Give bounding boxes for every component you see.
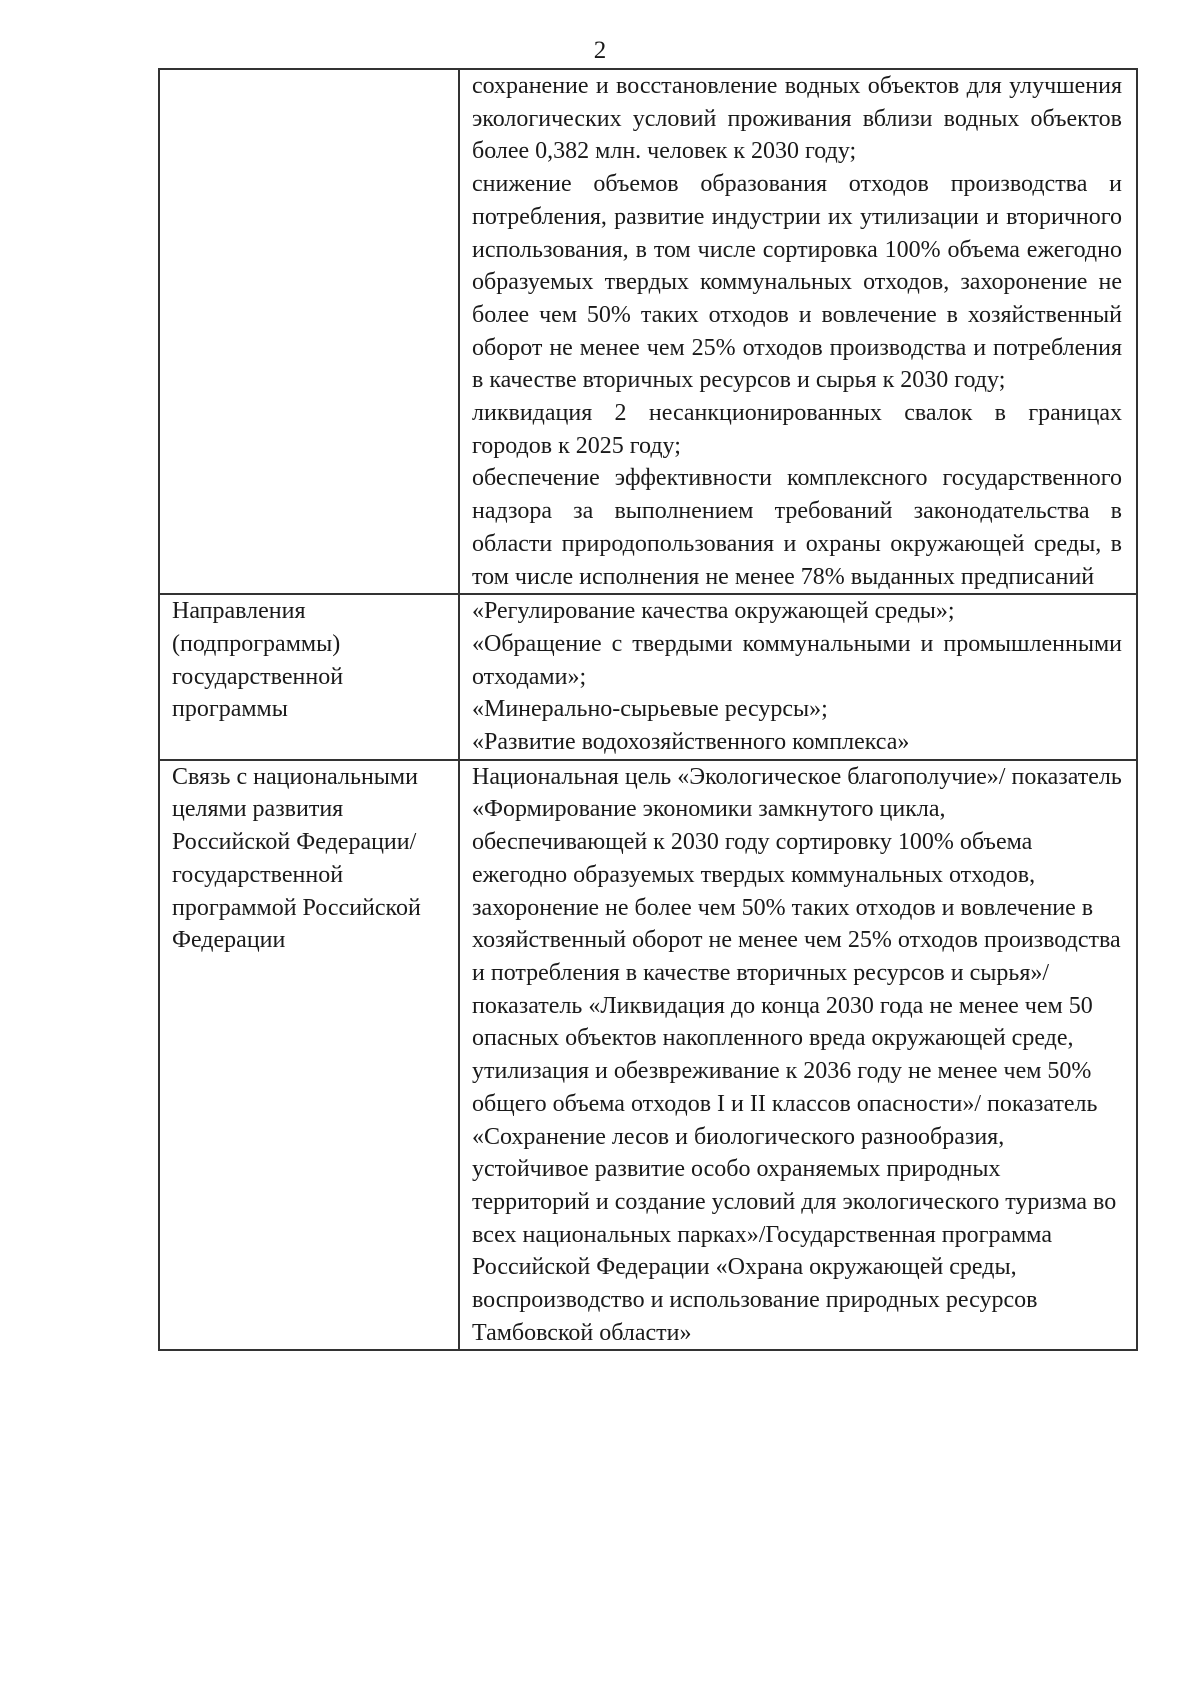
table-row-goals (159, 69, 1137, 594)
row-label: Связь с национальными целями развития Российской Федерации/ государственной программой Российской Федерации (172, 763, 421, 954)
subprogram-item: «Развитие водохозяйственного комплекса» (472, 729, 910, 756)
goal-item: ликвидация 2 несанкционированных свалок в границах городов к 2025 году; (472, 400, 1122, 459)
row-label-empty (159, 69, 459, 594)
national-goals-content (459, 760, 1137, 1351)
goal-item: снижение объемов образования отходов производства и потребления, развитие индустрии их утилизации и вторичного использования, в том числе сортировка 100% объема ежегодно образуемых твердых коммунальных отходов, захоронение не более чем 50% таких отходов и вовлечение в хозяйственный оборот не менее чем 25% отходов производства и потребления в качестве вторичных ресурсов и сырья к 2030 году; (472, 171, 1122, 394)
goal-item: обеспечение эффективности комплексного государственного надзора за выполнением требований законодательства в области природопользования и охраны окружающей среды, в том числе исполнения не менее 78% выданных предписаний (472, 465, 1122, 590)
subprogram-item: «Минерально-сырьевые ресурсы»; (472, 696, 828, 723)
national-goals-text: Национальная цель «Экологическое благополучие»/ показатель «Формирование экономики замкнутого цикла, обеспечивающей к 2030 году сортировку 100% объема ежегодно образуемых твердых коммунальных отходов, захоронение не более чем 50% таких отходов и вовлечение в хозяйственный оборот не менее чем 25% отходов производства и потребления в качестве вторичных ресурсов и сырья»/ показатель «Ликвидация до конца 2030 года не менее чем 50 опасных объектов накопленного вреда окружающей среде, утилизация и обезвреживание к 2036 году не менее чем 50% общего объема отходов I и II классов опасности»/ показатель «Сохранение лесов и биологического разнообразия, устойчивое развитие особо охраняемых природных территорий и создание условий для экологического туризма во всех национальных парках»/Государственная программа Российской Федерации «Охрана окружающей среды, воспроизводство и использование природных ресурсов Тамбовской области» (472, 763, 1122, 1346)
program-passport-table (158, 68, 1138, 1351)
goal-item: сохранение и восстановление водных объектов для улучшения экологических условий проживания вблизи водных объектов более 0,382 млн. человек к 2030 году; (472, 73, 1122, 165)
national-goals-label-cell (159, 760, 459, 1351)
table-row-subprograms (159, 594, 1137, 760)
table-row-national-goals (159, 760, 1137, 1351)
subprogram-item: «Регулирование качества окружающей среды»; (472, 598, 955, 625)
row-label: Направления (подпрограммы) государственной программы (172, 598, 344, 723)
subprograms-content (459, 594, 1137, 760)
page-number: 2 (593, 37, 607, 64)
goals-content (459, 69, 1137, 594)
subprogram-item: «Обращение с твердыми коммунальными и промышленными отходами»; (472, 630, 1122, 690)
subprograms-label-cell (159, 594, 459, 760)
